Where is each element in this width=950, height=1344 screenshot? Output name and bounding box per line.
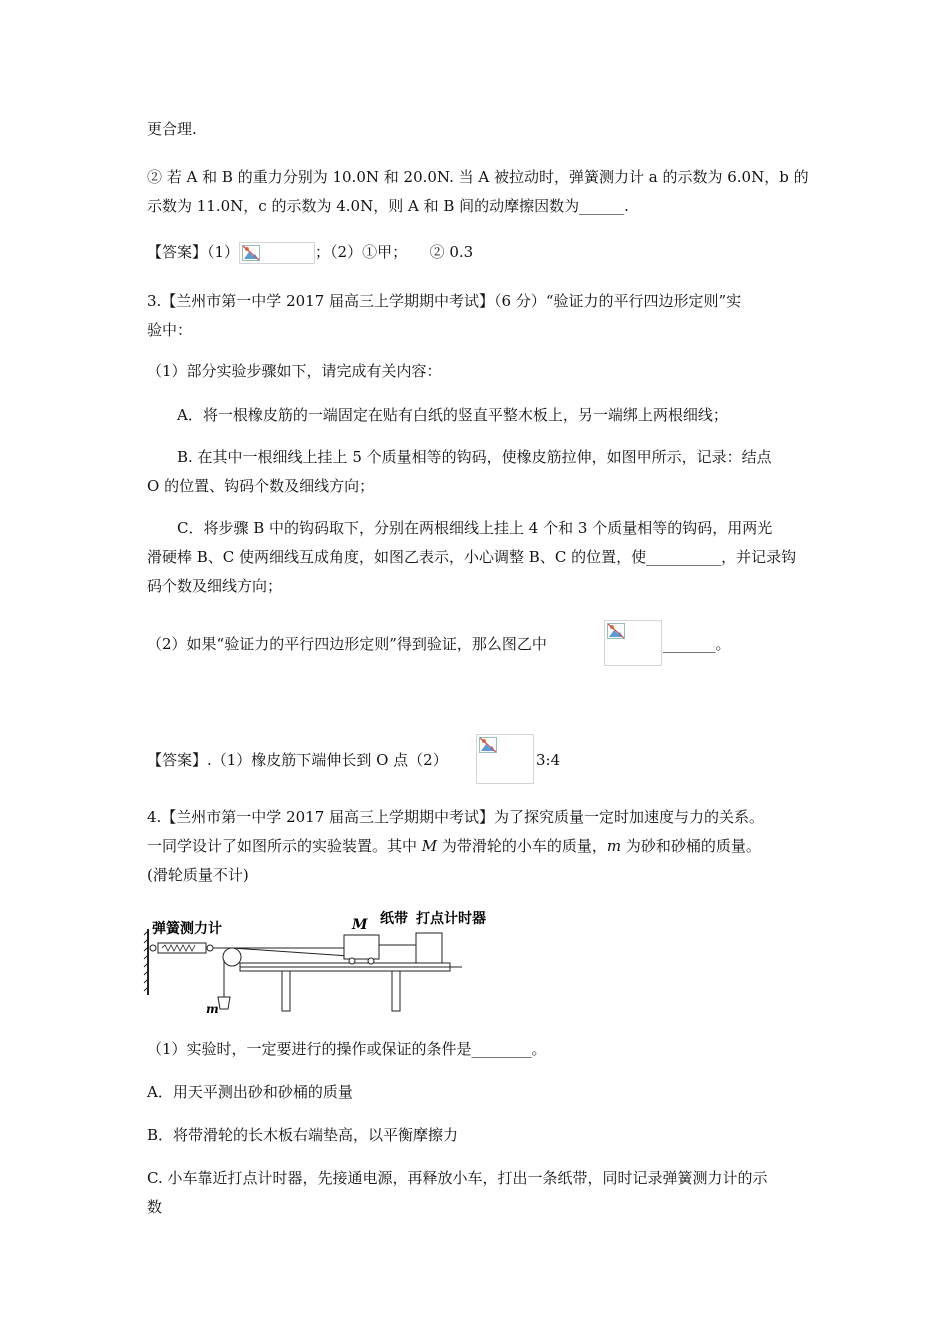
- string: [232, 948, 349, 956]
- step-a: A．将一根橡皮筋的一端固定在贴有白纸的竖直平整木板上，另一端绑上两根细线；: [177, 406, 728, 424]
- cart-wheel: [349, 958, 355, 964]
- answer-label: 【答案】（1）: [147, 243, 240, 261]
- text-span: 为带滑轮的小车的质量，: [437, 837, 607, 855]
- cart: [344, 935, 379, 959]
- tape-label: 纸带: [380, 911, 408, 927]
- question-part: （2）如果“验证力的平行四边形定则”得到验证，那么图乙中: [147, 635, 547, 653]
- step-c: C．将步骤 B 中的钩码取下，分别在两根细线上挂上 4 个和 3 个质量相等的钩码，用两光: [177, 519, 773, 537]
- text-line: 滑硬棒 B、C 使两细线互成角度，如图乙表示，小心调整 B、C 的位置，使__________，并记录钩: [147, 548, 797, 566]
- timer-label: 打点计时器: [416, 911, 486, 927]
- answer-line: [147, 750, 448, 770]
- text-line: [147, 836, 761, 856]
- text-line: 更合理.: [147, 120, 197, 138]
- text-line: 验中：: [147, 321, 193, 339]
- text-line: 码个数及细线方向；: [147, 577, 283, 595]
- answer-label: 【答案】.（1）橡皮筋下端伸长到 O 点（2）: [147, 751, 448, 769]
- symbol-M: M: [421, 837, 438, 855]
- apparatus-figure: [144, 905, 486, 1025]
- bucket: [218, 997, 230, 1009]
- text-line: (滑轮质量不计): [147, 866, 249, 884]
- answer-line: [147, 242, 473, 264]
- table-leg: [392, 971, 400, 1011]
- cart-wheel: [368, 958, 374, 964]
- answer-value: 3:4: [536, 751, 561, 769]
- hook: [150, 945, 156, 951]
- spring-scale: [158, 943, 206, 953]
- blank-tail: _______。: [663, 635, 731, 653]
- step-b: B. 在其中一根细线上挂上 5 个质量相等的钩码，使橡皮筋拉伸，如图甲所示，记录：结点: [177, 448, 772, 466]
- option-c: C. 小车靠近打点计时器，先接通电源，再释放小车，打出一条纸带，同时记录弹簧测力计的示: [147, 1169, 768, 1187]
- answer-text: ；（2）①甲； ② 0.3: [315, 243, 474, 261]
- text-line: （1）实验时，一定要进行的操作或保证的条件是________。: [147, 1040, 547, 1058]
- question-title: 4.【兰州市第一中学 2017 届高三上学期期中考试】为了探究质量一定时加速度与力的关系。: [147, 808, 765, 826]
- option-a: A．用天平测出砂和砂桶的质量: [147, 1083, 353, 1101]
- option-b: B．将带滑轮的长木板右端垫高，以平衡摩擦力: [147, 1126, 459, 1144]
- broken-image-icon: [476, 734, 534, 784]
- broken-image-icon: [239, 242, 315, 264]
- pulley: [223, 948, 241, 966]
- broken-image-icon: [604, 620, 662, 666]
- symbol-m: m: [606, 837, 622, 855]
- text-span: 一同学设计了如图所示的实验装置。其中: [147, 837, 422, 855]
- text-line: ② 若 A 和 B 的重力分别为 10.0N 和 20.0N. 当 A 被拉动时，弹簧测力计 a 的示数为 6.0N，b 的: [147, 168, 809, 186]
- spring-scale-label: 弹簧测力计: [152, 921, 222, 937]
- text-span: 为砂和砂桶的质量。: [621, 837, 761, 855]
- text-line: 示数为 11.0N，c 的示数为 4.0N，则 A 和 B 间的动摩擦因数为______.: [147, 197, 629, 215]
- table-leg: [282, 971, 290, 1011]
- text-line: [147, 634, 547, 654]
- hook: [207, 945, 213, 951]
- text-line: 数: [147, 1198, 163, 1216]
- text-line: O 的位置、钩码个数及细线方向；: [147, 477, 375, 495]
- question-title: 3.【兰州市第一中学 2017 届高三上学期期中考试】（6 分）“验证力的平行四边形定则”实: [147, 292, 742, 310]
- text-line: （1）部分实验步骤如下，请完成有关内容：: [147, 362, 442, 380]
- timer: [416, 933, 442, 963]
- bucket-label: m: [206, 1002, 219, 1016]
- cart-label: M: [352, 917, 368, 933]
